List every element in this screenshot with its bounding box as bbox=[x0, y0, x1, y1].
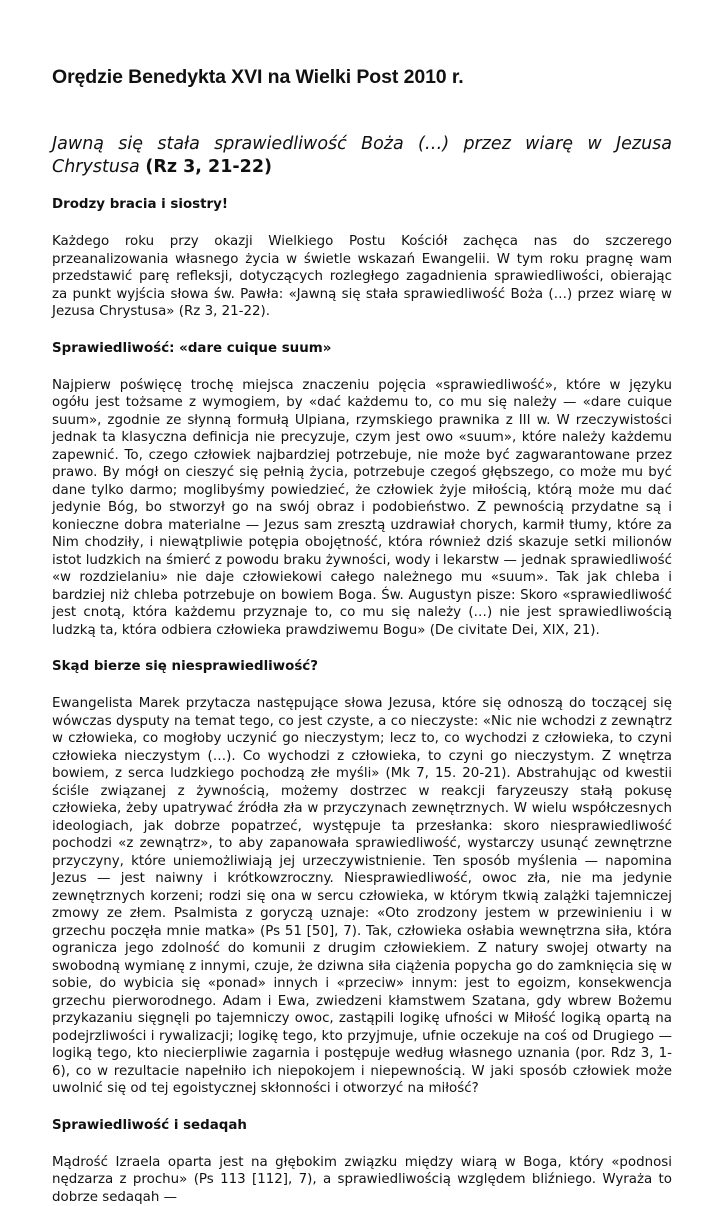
section-heading-sedaqah: Sprawiedliwość i sedaqah bbox=[52, 1118, 672, 1133]
paragraph-sedaqah: Mądrość Izraela oparta jest na głębokim związku między wiarą w Boga, który «podnosi nędzarza z prochu» (Ps 113 [112], 7), a sprawiedliwością względem bliźniego. Wyraża to dobrze sedaqah — bbox=[52, 1154, 672, 1206]
intro-paragraph: Każdego roku przy okazji Wielkiego Postu Kościół zachęca nas do szczerego przeanalizowania własnego życia w świetle wskazań Ewangelii. W tym roku pragnę wam przedstawić parę refleksji, dotyczących rozległego zagadnienia sprawiedliwości, obierając za punkt wyjścia słowa św. Pawła: «Jawną się stała sprawiedliwość Boża (…) przez wiarę w Jezusa Chrystusa» (Rz 3, 21-22). bbox=[52, 233, 672, 321]
document-page bbox=[52, 66, 672, 1206]
paragraph-injustice: Ewangelista Marek przytacza następujące słowa Jezusa, które się odnoszą do toczącej się wówczas dysputy na temat tego, co jest czyste, a co nieczyste: «Nic nie wchodzi z zewnątrz w człowieka, co mogłoby uczynić go nieczystym; lecz to, co wychodzi z człowieka, to czyni człowieka nieczystym (…). Co wychodzi z człowieka, to czyni go nieczystym. Z wnętrza bowiem, z serca ludzkiego pochodzą złe myśli» (Mk 7, 15. 20-21). Abstrahując od kwestii ściśle związanej z żywnością, możemy dostrzec w reakcji faryzeuszy stałą pokusę człowieka, żeby upatrywać źródła zła w przyczynach zewnętrznych. W wielu współczesnych ideologiach, jak dobrze popatrzeć, występuje ta przesłanka: skoro niesprawiedliwość pochodzi «z zewnątrz», to aby zapanowała sprawiedliwość, wystarczy usunąć zewnętrzne przyczyny, które uniemożliwiają jej urzeczywistnienie. Ten sposób myślenia — napomina Jezus — jest naiwny i krótkowzroczny. Niesprawiedliwość, owoc zła, nie ma jedynie zewnętrznych korzeni; rodzi się ona w sercu człowieka, w którym tkwią zalążki tajemniczej zmowy ze złem. Psalmista z goryczą uznaje: «Oto zrodzony jestem w przewinieniu i w grzechu poczęła mnie matka» (Ps 51 [50], 7). Tak, człowieka osłabia wewnętrzna siła, która ogranicza jego zdolność do komunii z drugim człowiekiem. Z natury swojej otwarty na swobodną wymianę z innymi, czuje, że dziwna siła ciążenia popycha go do zamknięcia się w sobie, do wybicia się «ponad» innych i «przeciw» innym: jest to egoizm, konsekwencja grzechu pierworodnego. Adam i Ewa, zwiedzeni kłamstwem Szatana, gdy wbrew Bożemu przykazaniu sięgnęli po tajemniczy owoc, zastąpili logikę ufności w Miłość logiką opartą na podejrzliwości i rywalizacji; logikę tego, kto przyjmuje, ufnie oczekuje na coś od Drugiego — logiką tego, kto niecierpliwie zagarnia i postępuje według własnego uznania (por. Rdz 3, 1-6), co w rezultacie napełniło ich niepokojem i niepewnością. W jaki sposób człowiek może uwolnić się od tej egoistycznej skłonności i otworzyć na miłość? bbox=[52, 695, 672, 1098]
greeting: Drodzy bracia i siostry! bbox=[52, 197, 672, 212]
section-heading-justice: Sprawiedliwość: «dare cuique suum» bbox=[52, 341, 672, 356]
paragraph-justice: Najpierw poświęcę trochę miejsca znaczeniu pojęcia «sprawiedliwość», które w języku ogółu jest tożsame z wymogiem, by «dać każdemu to, co mu się należy — «dare cuique suum», zgodnie ze słynną formułą Ulpiana, rzymskiego prawnika z III w. W rzeczywistości jednak ta klasyczna definicja nie precyzuje, czym jest owo «suum», które należy każdemu zapewnić. To, czego człowiek najbardziej potrzebuje, nie może być zagwarantowane przez prawo. By mógł on cieszyć się pełnią życia, potrzebuje czegoś głębszego, co może mu być dane tylko darmo; moglibyśmy powiedzieć, że człowiek żyje miłością, którą może mu dać jedynie Bóg, bo stworzył go na swój obraz i podobieństwo. Z pewnością przydatne są i konieczne dobra materialne — Jezus sam zresztą uzdrawiał chorych, karmił tłumy, które za Nim chodziły, i niewątpliwie potępia obojętność, która również dziś skazuje setki milionów istot ludzkich na śmierć z powodu braku żywności, wody i lekarstw — jednak sprawiedliwość «w rozdzielaniu» nie daje człowiekowi całego należnego mu «suum». Tak jak chleba i bardziej niż chleba potrzebuje on bowiem Boga. Św. Augustyn pisze: Skoro «sprawiedliwość jest cnotą, która każdemu przyznaje to, co mu się należy (…) nie jest sprawiedliwością ludzką ta, która odbiera człowieka prawdziwemu Bogu» (De civitate Dei, XIX, 21). bbox=[52, 377, 672, 640]
document-title: Orędzie Benedykta XVI na Wielki Post 2010 r. bbox=[52, 66, 672, 89]
section-heading-injustice: Skąd bierze się niesprawiedliwość? bbox=[52, 659, 672, 674]
subtitle bbox=[52, 133, 672, 179]
subtitle-quote: Jawną się stała sprawiedliwość Boża (…) przez wiarę w Jezusa Chrystusa bbox=[52, 134, 672, 177]
subtitle-reference: (Rz 3, 21-22) bbox=[145, 157, 272, 177]
